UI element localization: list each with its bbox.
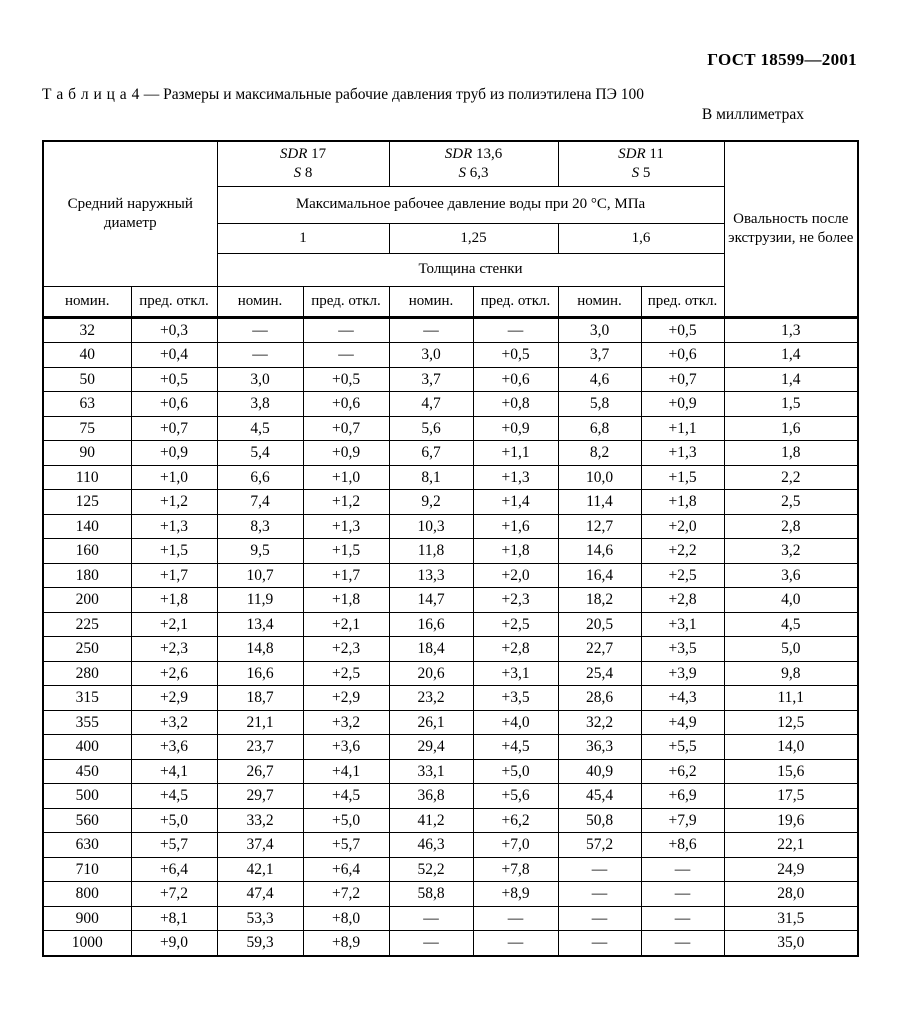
cell-sdr11-tolerance: —: [641, 882, 724, 907]
cell-sdr11-tolerance: +3,1: [641, 612, 724, 637]
sdr-value: 13,6: [476, 146, 503, 162]
cell-sdr17-tolerance: +2,5: [303, 661, 389, 686]
cell-sdr11-nominal: —: [558, 857, 641, 882]
cell-sdr13-6-tolerance: —: [473, 931, 558, 956]
cell-sdr11-tolerance: —: [641, 931, 724, 956]
table-row: [43, 588, 858, 613]
cell-sdr11-tolerance: +7,9: [641, 808, 724, 833]
cell-sdr17-tolerance: +1,7: [303, 563, 389, 588]
cell-sdr11-tolerance: +6,9: [641, 784, 724, 809]
pipe-dimensions-table: [42, 140, 859, 957]
cell-ovality: 22,1: [724, 833, 858, 858]
cell-sdr11-nominal: —: [558, 906, 641, 931]
cell-diameter-tolerance: +0,6: [131, 392, 217, 417]
cell-sdr13-6-tolerance: +1,6: [473, 514, 558, 539]
cell-sdr17-tolerance: +8,9: [303, 931, 389, 956]
cell-sdr13-6-tolerance: +0,8: [473, 392, 558, 417]
cell-sdr17-nominal: 3,8: [217, 392, 303, 417]
cell-sdr13-6-nominal: —: [389, 317, 473, 343]
cell-sdr11-nominal: 4,6: [558, 367, 641, 392]
header-wall-thickness: Толщина стенки: [217, 253, 724, 286]
cell-diameter-tolerance: +1,3: [131, 514, 217, 539]
cell-sdr17-tolerance: +7,2: [303, 882, 389, 907]
cell-sdr13-6-tolerance: +5,0: [473, 759, 558, 784]
cell-sdr11-tolerance: +2,0: [641, 514, 724, 539]
cell-diameter-nominal: 90: [43, 441, 131, 466]
subheader-tolerance: пред. откл.: [473, 286, 558, 317]
cell-diameter-tolerance: +2,3: [131, 637, 217, 662]
cell-diameter-tolerance: +0,4: [131, 343, 217, 368]
cell-sdr13-6-nominal: 26,1: [389, 710, 473, 735]
cell-sdr13-6-nominal: 14,7: [389, 588, 473, 613]
cell-sdr17-tolerance: +2,9: [303, 686, 389, 711]
cell-sdr13-6-nominal: 9,2: [389, 490, 473, 515]
cell-sdr17-nominal: 59,3: [217, 931, 303, 956]
cell-ovality: 14,0: [724, 735, 858, 760]
cell-sdr17-tolerance: +0,7: [303, 416, 389, 441]
cell-sdr13-6-nominal: 3,7: [389, 367, 473, 392]
table-row: [43, 637, 858, 662]
cell-sdr11-nominal: 12,7: [558, 514, 641, 539]
cell-sdr17-tolerance: +1,3: [303, 514, 389, 539]
cell-sdr13-6-tolerance: +1,4: [473, 490, 558, 515]
cell-sdr17-tolerance: +1,2: [303, 490, 389, 515]
cell-ovality: 1,5: [724, 392, 858, 417]
cell-sdr17-nominal: 14,8: [217, 637, 303, 662]
cell-ovality: 19,6: [724, 808, 858, 833]
s-label: S: [631, 164, 640, 181]
cell-sdr17-nominal: 13,4: [217, 612, 303, 637]
cell-sdr17-tolerance: +6,4: [303, 857, 389, 882]
header-pressure-title: Максимальное рабочее давление воды при 20 °С, МПа: [217, 186, 724, 223]
sdr-label: SDR: [279, 146, 308, 162]
cell-ovality: 1,4: [724, 343, 858, 368]
cell-sdr11-nominal: 8,2: [558, 441, 641, 466]
cell-sdr11-nominal: 45,4: [558, 784, 641, 809]
cell-sdr11-nominal: 5,8: [558, 392, 641, 417]
cell-sdr11-tolerance: +0,6: [641, 343, 724, 368]
cell-ovality: 24,9: [724, 857, 858, 882]
cell-diameter-nominal: 315: [43, 686, 131, 711]
table-row: [43, 710, 858, 735]
cell-diameter-nominal: 280: [43, 661, 131, 686]
cell-sdr17-tolerance: —: [303, 317, 389, 343]
cell-sdr17-nominal: 26,7: [217, 759, 303, 784]
cell-diameter-nominal: 50: [43, 367, 131, 392]
cell-ovality: 11,1: [724, 686, 858, 711]
table-body: [43, 317, 858, 956]
cell-sdr13-6-tolerance: +2,8: [473, 637, 558, 662]
cell-sdr13-6-nominal: 23,2: [389, 686, 473, 711]
doc-number: ГОСТ 18599—2001: [707, 50, 857, 69]
cell-diameter-tolerance: +2,6: [131, 661, 217, 686]
cell-sdr11-nominal: 14,6: [558, 539, 641, 564]
cell-sdr11-nominal: —: [558, 882, 641, 907]
cell-sdr17-nominal: 37,4: [217, 833, 303, 858]
cell-diameter-nominal: 40: [43, 343, 131, 368]
cell-ovality: 31,5: [724, 906, 858, 931]
cell-ovality: 3,6: [724, 563, 858, 588]
cell-sdr13-6-nominal: 58,8: [389, 882, 473, 907]
header-ovality: Овальность после экструзии, не более: [724, 141, 858, 317]
cell-sdr11-nominal: 6,8: [558, 416, 641, 441]
cell-sdr11-tolerance: +6,2: [641, 759, 724, 784]
cell-diameter-nominal: 560: [43, 808, 131, 833]
cell-diameter-tolerance: +5,7: [131, 833, 217, 858]
cell-sdr13-6-nominal: 10,3: [389, 514, 473, 539]
header-pressure-sdr17: 1: [217, 223, 389, 253]
cell-sdr17-tolerance: +3,6: [303, 735, 389, 760]
cell-diameter-tolerance: +8,1: [131, 906, 217, 931]
cell-diameter-nominal: 160: [43, 539, 131, 564]
cell-sdr11-tolerance: +3,9: [641, 661, 724, 686]
cell-sdr13-6-tolerance: +6,2: [473, 808, 558, 833]
cell-sdr17-nominal: —: [217, 343, 303, 368]
cell-ovality: 1,6: [724, 416, 858, 441]
cell-sdr11-nominal: 40,9: [558, 759, 641, 784]
cell-sdr11-nominal: 57,2: [558, 833, 641, 858]
s-label: S: [458, 164, 467, 181]
cell-sdr11-tolerance: +5,5: [641, 735, 724, 760]
header-sdr11: [558, 141, 724, 186]
cell-sdr11-tolerance: +2,8: [641, 588, 724, 613]
cell-sdr13-6-nominal: 3,0: [389, 343, 473, 368]
cell-diameter-nominal: 500: [43, 784, 131, 809]
subheader-nominal: номин.: [558, 286, 641, 317]
cell-sdr17-tolerance: +3,2: [303, 710, 389, 735]
cell-ovality: 15,6: [724, 759, 858, 784]
cell-diameter-nominal: 110: [43, 465, 131, 490]
cell-sdr17-nominal: 5,4: [217, 441, 303, 466]
cell-sdr11-tolerance: +1,1: [641, 416, 724, 441]
table-row: [43, 490, 858, 515]
cell-sdr17-tolerance: +1,8: [303, 588, 389, 613]
cell-sdr17-nominal: 6,6: [217, 465, 303, 490]
cell-sdr17-nominal: 7,4: [217, 490, 303, 515]
cell-sdr17-nominal: 33,2: [217, 808, 303, 833]
cell-sdr17-nominal: 8,3: [217, 514, 303, 539]
cell-diameter-tolerance: +2,1: [131, 612, 217, 637]
cell-diameter-nominal: 75: [43, 416, 131, 441]
cell-ovality: 2,5: [724, 490, 858, 515]
cell-sdr13-6-tolerance: —: [473, 906, 558, 931]
cell-sdr11-nominal: 28,6: [558, 686, 641, 711]
header-diameter: Средний наружный диаметр: [43, 141, 217, 286]
cell-sdr13-6-nominal: 6,7: [389, 441, 473, 466]
header-sdr17: [217, 141, 389, 186]
cell-sdr13-6-nominal: —: [389, 906, 473, 931]
cell-sdr11-nominal: 18,2: [558, 588, 641, 613]
cell-diameter-tolerance: +5,0: [131, 808, 217, 833]
cell-sdr17-nominal: 53,3: [217, 906, 303, 931]
cell-diameter-nominal: 250: [43, 637, 131, 662]
cell-sdr11-tolerance: +1,3: [641, 441, 724, 466]
cell-sdr17-nominal: 4,5: [217, 416, 303, 441]
cell-sdr11-tolerance: +3,5: [641, 637, 724, 662]
cell-sdr13-6-tolerance: +7,0: [473, 833, 558, 858]
cell-sdr17-nominal: 16,6: [217, 661, 303, 686]
table-caption: [42, 86, 857, 104]
cell-sdr13-6-nominal: 8,1: [389, 465, 473, 490]
subheader-nominal: номин.: [43, 286, 131, 317]
cell-sdr11-tolerance: +2,2: [641, 539, 724, 564]
cell-ovality: 1,4: [724, 367, 858, 392]
table-row: [43, 857, 858, 882]
cell-ovality: 28,0: [724, 882, 858, 907]
cell-sdr17-nominal: 10,7: [217, 563, 303, 588]
s-value: 8: [304, 164, 313, 181]
cell-sdr13-6-nominal: 5,6: [389, 416, 473, 441]
cell-sdr13-6-tolerance: +0,5: [473, 343, 558, 368]
cell-ovality: 17,5: [724, 784, 858, 809]
subheader-tolerance: пред. откл.: [303, 286, 389, 317]
cell-sdr13-6-tolerance: +0,9: [473, 416, 558, 441]
cell-diameter-tolerance: +3,2: [131, 710, 217, 735]
cell-diameter-tolerance: +1,7: [131, 563, 217, 588]
cell-diameter-nominal: 1000: [43, 931, 131, 956]
cell-sdr11-nominal: 36,3: [558, 735, 641, 760]
table-row: [43, 833, 858, 858]
cell-sdr13-6-tolerance: +0,6: [473, 367, 558, 392]
subheader-tolerance: пред. откл.: [641, 286, 724, 317]
cell-sdr17-tolerance: +5,0: [303, 808, 389, 833]
cell-sdr13-6-nominal: 41,2: [389, 808, 473, 833]
cell-sdr11-tolerance: +1,8: [641, 490, 724, 515]
cell-sdr11-tolerance: —: [641, 906, 724, 931]
cell-sdr11-nominal: 11,4: [558, 490, 641, 515]
cell-sdr11-nominal: —: [558, 931, 641, 956]
cell-sdr13-6-nominal: —: [389, 931, 473, 956]
table-row: [43, 612, 858, 637]
cell-diameter-nominal: 400: [43, 735, 131, 760]
sdr-value: 17: [311, 146, 327, 162]
table-row: [43, 441, 858, 466]
cell-diameter-tolerance: +1,2: [131, 490, 217, 515]
cell-sdr13-6-nominal: 46,3: [389, 833, 473, 858]
cell-sdr17-tolerance: +2,1: [303, 612, 389, 637]
cell-sdr11-nominal: 3,7: [558, 343, 641, 368]
table-row: [43, 808, 858, 833]
cell-sdr11-tolerance: —: [641, 857, 724, 882]
cell-ovality: 1,8: [724, 441, 858, 466]
table-row: [43, 906, 858, 931]
cell-sdr13-6-nominal: 18,4: [389, 637, 473, 662]
cell-ovality: 12,5: [724, 710, 858, 735]
cell-sdr17-tolerance: +5,7: [303, 833, 389, 858]
cell-ovality: 35,0: [724, 931, 858, 956]
cell-sdr17-nominal: 21,1: [217, 710, 303, 735]
cell-diameter-nominal: 450: [43, 759, 131, 784]
header-pressure-sdr11: 1,6: [558, 223, 724, 253]
table-row: [43, 539, 858, 564]
cell-sdr13-6-tolerance: —: [473, 317, 558, 343]
cell-ovality: 9,8: [724, 661, 858, 686]
sdr-label: SDR: [618, 146, 646, 162]
cell-sdr11-nominal: 25,4: [558, 661, 641, 686]
cell-sdr11-nominal: 50,8: [558, 808, 641, 833]
cell-ovality: 5,0: [724, 637, 858, 662]
cell-diameter-tolerance: +0,9: [131, 441, 217, 466]
table-row: [43, 563, 858, 588]
cell-sdr13-6-nominal: 20,6: [389, 661, 473, 686]
cell-ovality: 1,3: [724, 317, 858, 343]
cell-sdr17-nominal: 47,4: [217, 882, 303, 907]
cell-sdr13-6-tolerance: +1,3: [473, 465, 558, 490]
cell-diameter-tolerance: +4,5: [131, 784, 217, 809]
cell-ovality: 3,2: [724, 539, 858, 564]
cell-sdr13-6-tolerance: +4,5: [473, 735, 558, 760]
cell-diameter-tolerance: +1,0: [131, 465, 217, 490]
cell-sdr17-tolerance: +0,5: [303, 367, 389, 392]
cell-sdr17-tolerance: +1,0: [303, 465, 389, 490]
cell-sdr13-6-tolerance: +3,5: [473, 686, 558, 711]
cell-sdr11-tolerance: +0,9: [641, 392, 724, 417]
subheader-nominal: номин.: [389, 286, 473, 317]
cell-sdr11-nominal: 10,0: [558, 465, 641, 490]
cell-diameter-nominal: 125: [43, 490, 131, 515]
cell-sdr17-nominal: 23,7: [217, 735, 303, 760]
cell-sdr13-6-tolerance: +2,5: [473, 612, 558, 637]
cell-sdr13-6-tolerance: +1,1: [473, 441, 558, 466]
cell-sdr17-tolerance: +0,6: [303, 392, 389, 417]
cell-sdr17-nominal: 3,0: [217, 367, 303, 392]
cell-sdr17-tolerance: +4,1: [303, 759, 389, 784]
cell-sdr17-tolerance: +4,5: [303, 784, 389, 809]
cell-sdr13-6-tolerance: +2,3: [473, 588, 558, 613]
cell-sdr13-6-nominal: 11,8: [389, 539, 473, 564]
cell-sdr13-6-nominal: 16,6: [389, 612, 473, 637]
cell-diameter-nominal: 800: [43, 882, 131, 907]
cell-sdr11-tolerance: +4,3: [641, 686, 724, 711]
cell-diameter-tolerance: +3,6: [131, 735, 217, 760]
cell-ovality: 2,2: [724, 465, 858, 490]
table-row: [43, 514, 858, 539]
table-row: [43, 367, 858, 392]
cell-ovality: 4,0: [724, 588, 858, 613]
cell-sdr13-6-tolerance: +4,0: [473, 710, 558, 735]
cell-sdr11-nominal: 32,2: [558, 710, 641, 735]
cell-sdr13-6-tolerance: +7,8: [473, 857, 558, 882]
header-pressure-sdr13-6: 1,25: [389, 223, 558, 253]
table-row: [43, 686, 858, 711]
cell-diameter-tolerance: +1,5: [131, 539, 217, 564]
cell-sdr13-6-nominal: 13,3: [389, 563, 473, 588]
cell-diameter-nominal: 225: [43, 612, 131, 637]
table-row: [43, 465, 858, 490]
sdr-value: 11: [649, 146, 664, 162]
table-row: [43, 317, 858, 343]
cell-sdr13-6-tolerance: +1,8: [473, 539, 558, 564]
cell-sdr13-6-nominal: 33,1: [389, 759, 473, 784]
cell-sdr17-tolerance: +0,9: [303, 441, 389, 466]
table-row: [43, 661, 858, 686]
cell-sdr11-tolerance: +0,7: [641, 367, 724, 392]
cell-sdr17-nominal: 42,1: [217, 857, 303, 882]
cell-sdr17-nominal: 29,7: [217, 784, 303, 809]
cell-diameter-nominal: 32: [43, 317, 131, 343]
cell-diameter-tolerance: +0,7: [131, 416, 217, 441]
cell-sdr11-nominal: 16,4: [558, 563, 641, 588]
header-sdr13-6: [389, 141, 558, 186]
cell-diameter-nominal: 180: [43, 563, 131, 588]
cell-diameter-nominal: 140: [43, 514, 131, 539]
table-row: [43, 882, 858, 907]
cell-diameter-tolerance: +6,4: [131, 857, 217, 882]
cell-diameter-nominal: 355: [43, 710, 131, 735]
table-row: [43, 735, 858, 760]
cell-sdr13-6-nominal: 36,8: [389, 784, 473, 809]
cell-sdr11-tolerance: +0,5: [641, 317, 724, 343]
cell-diameter-tolerance: +0,5: [131, 367, 217, 392]
cell-sdr11-tolerance: +2,5: [641, 563, 724, 588]
units-note: В миллиметрах: [701, 106, 804, 123]
cell-diameter-tolerance: +1,8: [131, 588, 217, 613]
cell-sdr11-nominal: 22,7: [558, 637, 641, 662]
s-label: S: [293, 164, 302, 181]
sdr-label: SDR: [444, 146, 473, 162]
cell-sdr11-tolerance: +4,9: [641, 710, 724, 735]
cell-diameter-nominal: 200: [43, 588, 131, 613]
cell-sdr13-6-nominal: 4,7: [389, 392, 473, 417]
cell-diameter-tolerance: +9,0: [131, 931, 217, 956]
table-row: [43, 759, 858, 784]
cell-sdr11-nominal: 20,5: [558, 612, 641, 637]
subheader-tolerance: пред. откл.: [131, 286, 217, 317]
cell-sdr13-6-tolerance: +2,0: [473, 563, 558, 588]
cell-diameter-tolerance: +2,9: [131, 686, 217, 711]
cell-diameter-tolerance: +7,2: [131, 882, 217, 907]
cell-sdr17-tolerance: +1,5: [303, 539, 389, 564]
cell-sdr17-nominal: 11,9: [217, 588, 303, 613]
table-row: [43, 392, 858, 417]
s-value: 5: [642, 164, 651, 181]
cell-sdr13-6-tolerance: +8,9: [473, 882, 558, 907]
subheader-nominal: номин.: [217, 286, 303, 317]
cell-diameter-nominal: 900: [43, 906, 131, 931]
cell-diameter-tolerance: +4,1: [131, 759, 217, 784]
cell-sdr13-6-nominal: 29,4: [389, 735, 473, 760]
cell-diameter-nominal: 63: [43, 392, 131, 417]
cell-sdr17-nominal: 9,5: [217, 539, 303, 564]
table-row: [43, 416, 858, 441]
cell-sdr17-tolerance: +8,0: [303, 906, 389, 931]
cell-sdr11-tolerance: +1,5: [641, 465, 724, 490]
cell-sdr17-tolerance: —: [303, 343, 389, 368]
cell-ovality: 2,8: [724, 514, 858, 539]
table-caption-text: — Размеры и максимальные рабочие давления труб из полиэтилена ПЭ 100: [143, 86, 644, 103]
cell-ovality: 4,5: [724, 612, 858, 637]
cell-diameter-nominal: 710: [43, 857, 131, 882]
table-caption-label: Т а б л и ц а 4: [42, 86, 140, 103]
cell-sdr13-6-nominal: 52,2: [389, 857, 473, 882]
cell-diameter-nominal: 630: [43, 833, 131, 858]
table-row: [43, 931, 858, 956]
cell-sdr13-6-tolerance: +3,1: [473, 661, 558, 686]
cell-diameter-tolerance: +0,3: [131, 317, 217, 343]
cell-sdr11-tolerance: +8,6: [641, 833, 724, 858]
cell-sdr17-tolerance: +2,3: [303, 637, 389, 662]
cell-sdr11-nominal: 3,0: [558, 317, 641, 343]
s-value: 6,3: [469, 164, 489, 181]
cell-sdr17-nominal: —: [217, 317, 303, 343]
table-row: [43, 784, 858, 809]
cell-sdr13-6-tolerance: +5,6: [473, 784, 558, 809]
table-row: [43, 343, 858, 368]
cell-sdr17-nominal: 18,7: [217, 686, 303, 711]
